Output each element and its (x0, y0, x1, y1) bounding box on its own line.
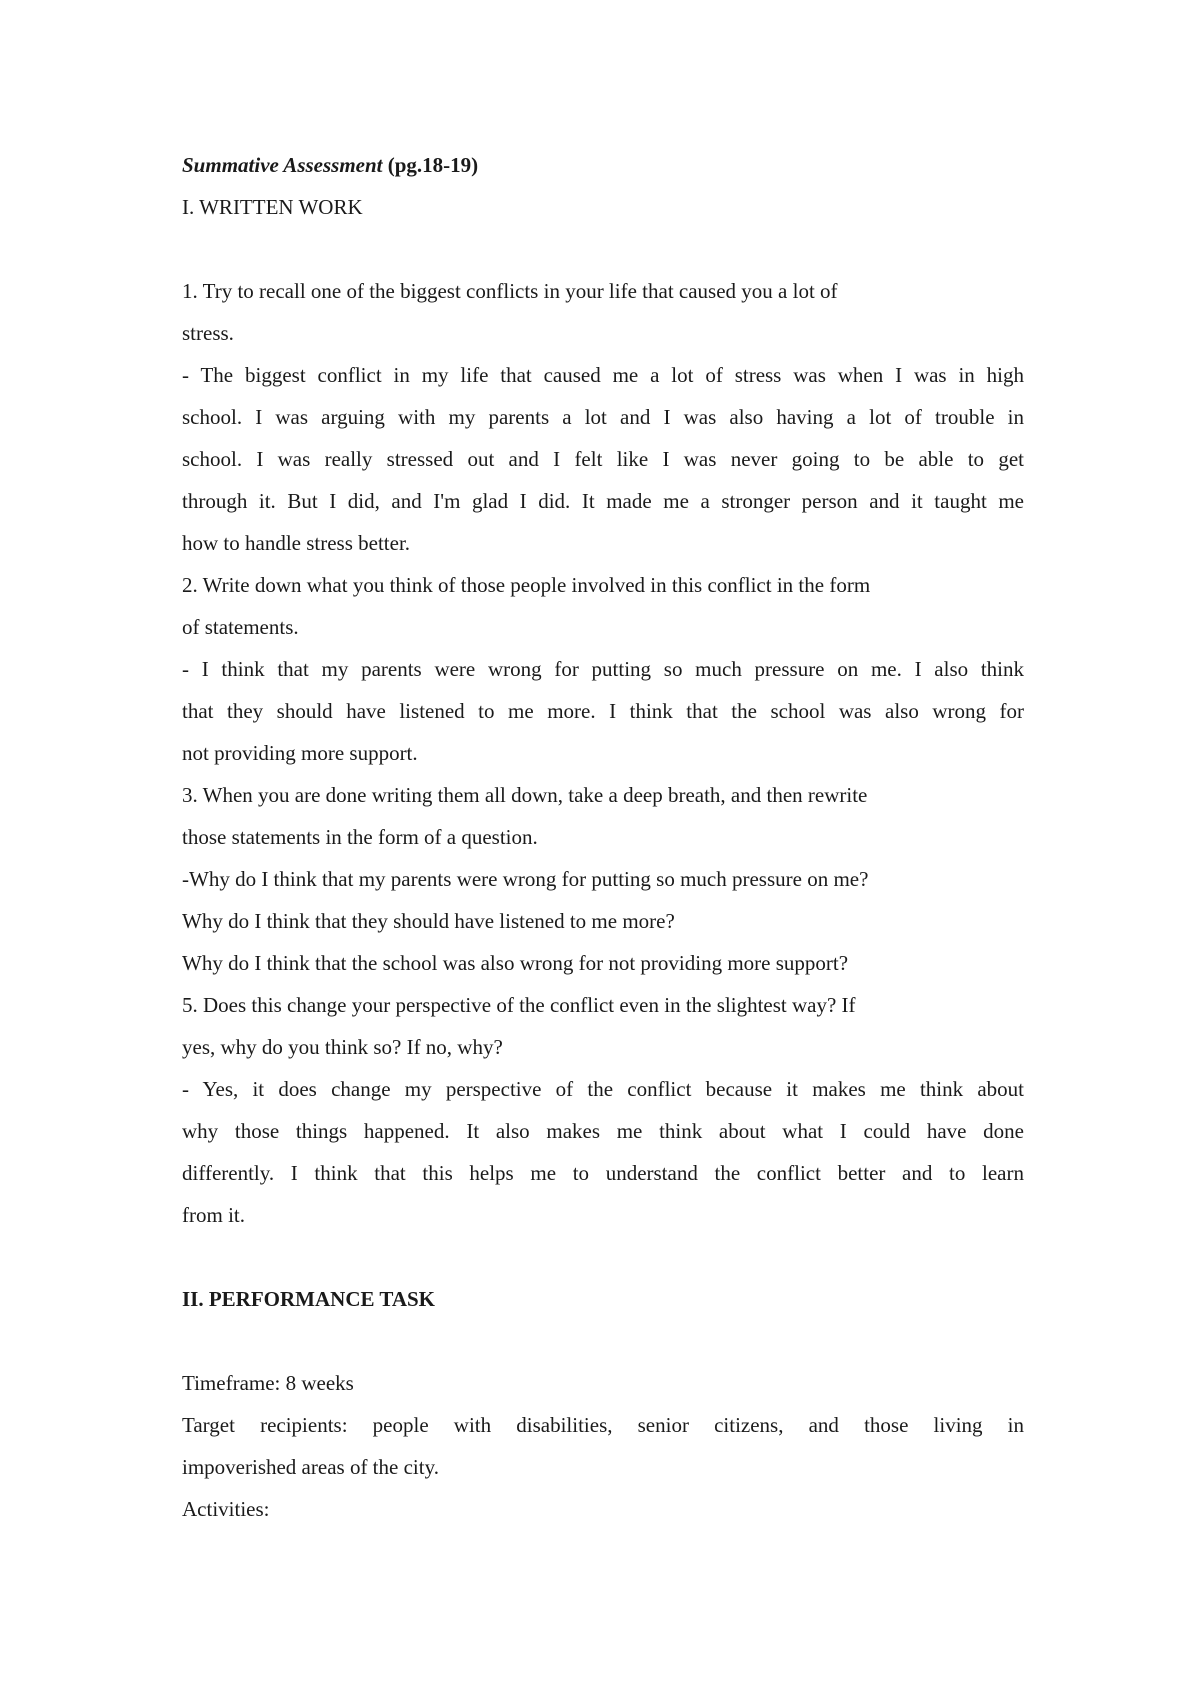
spacer (182, 1320, 1024, 1362)
section-heading-written-work: I. WRITTEN WORK (182, 195, 363, 219)
timeframe-line: Timeframe: 8 weeks (182, 1371, 354, 1395)
title-page-ref: (pg.18-19) (387, 153, 479, 177)
question-5-line: yes, why do you think so? If no, why? (182, 1035, 503, 1059)
answer-5-line: why those things happened. It also makes me think about what I could have done (182, 1119, 1024, 1143)
question-1-line: stress. (182, 321, 234, 345)
answer-1-line: school. I was really stressed out and I felt like I was never going to be able to get (182, 447, 1024, 471)
answer-3-line: Why do I think that the school was also wrong for not providing more support? (182, 951, 849, 975)
answer-3-line: Why do I think that they should have listened to me more? (182, 909, 675, 933)
title-italic: Summative Assessment (182, 153, 383, 177)
answer-3-line: -Why do I think that my parents were wrong for putting so much pressure on me? (182, 867, 869, 891)
answer-5-line: - Yes, it does change my perspective of the conflict because it makes me think about (182, 1077, 1024, 1101)
section-heading-performance-task: II. PERFORMANCE TASK (182, 1287, 435, 1311)
document-page (182, 144, 1024, 1530)
document-title (182, 144, 1024, 186)
spacer (182, 228, 1024, 270)
target-recipients-line: impoverished areas of the city. (182, 1455, 439, 1479)
question-5-line: 5. Does this change your perspective of the conflict even in the slightest way? If (182, 993, 856, 1017)
answer-2-line: not providing more support. (182, 741, 418, 765)
question-1-line: 1. Try to recall one of the biggest conflicts in your life that caused you a lot of (182, 279, 838, 303)
answer-1-line: through it. But I did, and I'm glad I did. It made me a stronger person and it taught me (182, 489, 1024, 513)
question-3-line: 3. When you are done writing them all down, take a deep breath, and then rewrite (182, 783, 868, 807)
answer-2-line: - I think that my parents were wrong for putting so much pressure on me. I also think (182, 657, 1024, 681)
spacer (182, 1236, 1024, 1278)
answer-5-line: differently. I think that this helps me to understand the conflict better and to learn (182, 1161, 1024, 1185)
answer-2-line: that they should have listened to me more. I think that the school was also wrong for (182, 699, 1024, 723)
answer-1-line: - The biggest conflict in my life that caused me a lot of stress was when I was in high (182, 363, 1024, 387)
question-2-line: 2. Write down what you think of those people involved in this conflict in the form (182, 573, 871, 597)
question-3-line: those statements in the form of a question. (182, 825, 538, 849)
answer-5-line: from it. (182, 1203, 245, 1227)
target-recipients-line: Target recipients: people with disabilities, senior citizens, and those living in (182, 1413, 1024, 1437)
activities-label: Activities: (182, 1497, 270, 1521)
answer-1-line: how to handle stress better. (182, 531, 411, 555)
answer-1-line: school. I was arguing with my parents a lot and I was also having a lot of trouble in (182, 405, 1024, 429)
question-2-line: of statements. (182, 615, 299, 639)
